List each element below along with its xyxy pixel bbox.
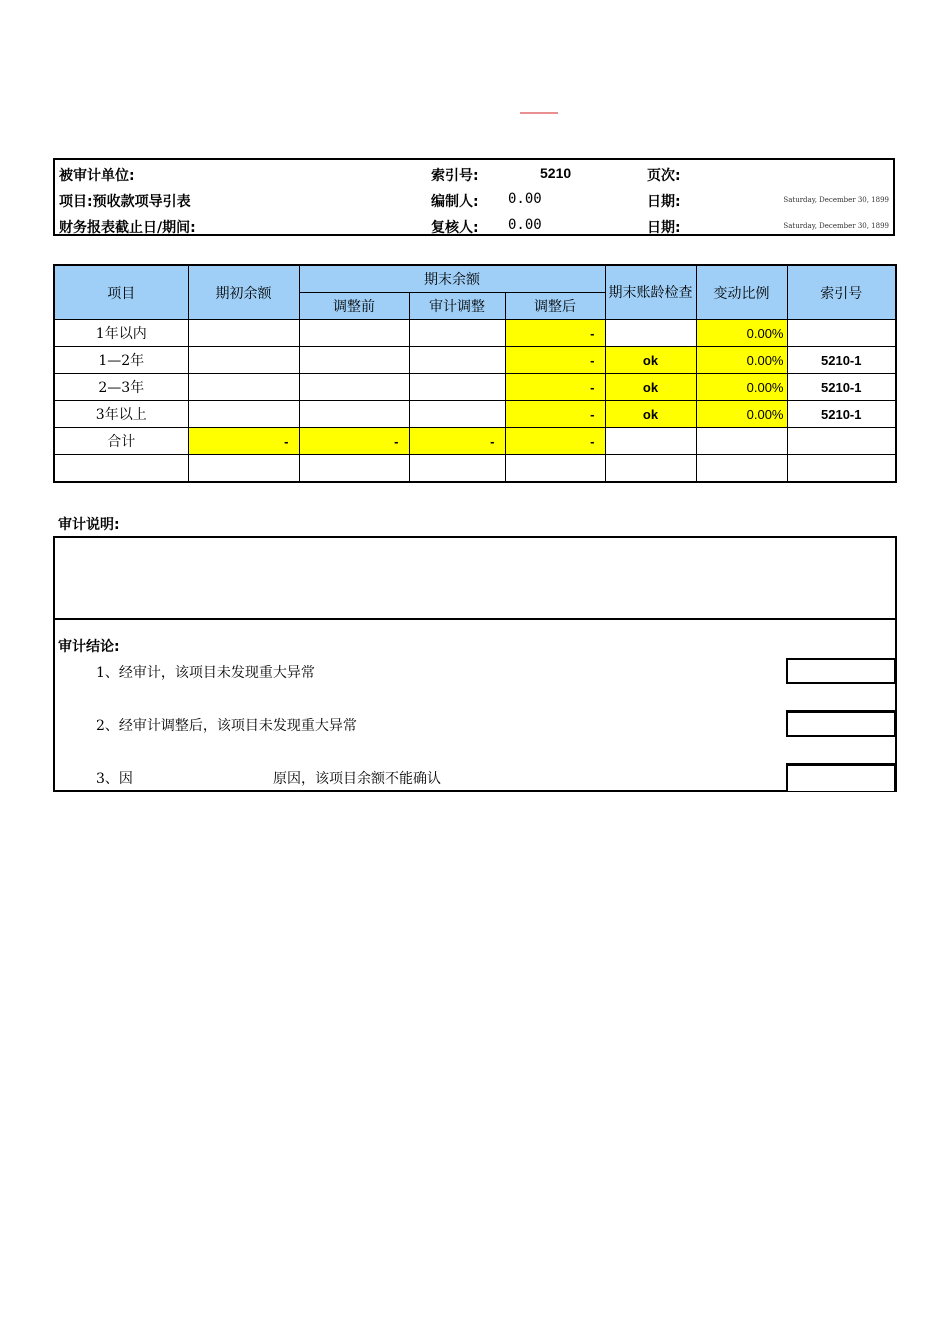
header-audit-adj: 审计调整 — [409, 293, 505, 320]
entity-label: 被审计单位: — [59, 168, 135, 184]
table-row — [54, 374, 896, 401]
cell[interactable] — [299, 374, 409, 401]
cell-check[interactable]: ok — [605, 347, 696, 374]
cell[interactable] — [696, 428, 787, 455]
cell-ratio[interactable]: 0.00% — [696, 347, 787, 374]
preparer-value: 0.00 — [508, 191, 542, 207]
conclusion-title: 审计结论: — [58, 639, 120, 655]
workpaper-header — [53, 158, 895, 236]
header-before-adj: 调整前 — [299, 293, 409, 320]
total-after[interactable]: - — [505, 428, 605, 455]
cell[interactable] — [188, 455, 299, 483]
row-item: 2—3年 — [54, 374, 188, 401]
conclusion-check-3[interactable] — [786, 764, 896, 791]
cell-index[interactable]: 5210-1 — [787, 374, 896, 401]
conclusion-option-1: 1、经审计，该项目未发现重大异常 — [96, 665, 315, 681]
cell[interactable] — [787, 455, 896, 483]
item-label-text: 项目: — [59, 194, 93, 210]
cell[interactable] — [409, 401, 505, 428]
cell[interactable] — [188, 374, 299, 401]
total-adj[interactable]: - — [409, 428, 505, 455]
row-item: 1年以内 — [54, 320, 188, 347]
index-label: 索引号: — [431, 168, 479, 184]
date-value-2: Saturday, December 30, 1899 — [783, 222, 889, 230]
cell[interactable] — [299, 347, 409, 374]
cell-index[interactable] — [787, 320, 896, 347]
cell[interactable] — [409, 320, 505, 347]
period-label: 财务报表截止日/期间: — [59, 220, 196, 236]
audit-note-title: 审计说明: — [58, 517, 120, 533]
cell[interactable] — [696, 455, 787, 483]
total-before[interactable]: - — [299, 428, 409, 455]
guide-table — [53, 264, 897, 483]
red-mark — [520, 112, 558, 114]
reviewer-label: 复核人: — [431, 220, 479, 236]
conclusion-check-2[interactable] — [786, 711, 896, 737]
cell-ratio[interactable]: 0.00% — [696, 374, 787, 401]
row-item: 1—2年 — [54, 347, 188, 374]
total-label: 合计 — [54, 428, 188, 455]
conclusion-box — [53, 619, 897, 792]
cell[interactable] — [188, 320, 299, 347]
reviewer-value: 0.00 — [508, 217, 542, 233]
cell[interactable] — [787, 428, 896, 455]
cell[interactable] — [54, 455, 188, 483]
header-opening: 期初余额 — [188, 265, 299, 320]
cell-ratio[interactable]: 0.00% — [696, 401, 787, 428]
empty-row — [54, 455, 896, 483]
header-aging-check: 期末账龄检查 — [605, 265, 696, 320]
date-value-1: Saturday, December 30, 1899 — [783, 196, 889, 204]
audit-note-box[interactable] — [53, 536, 897, 620]
index-value: 5210 — [540, 165, 572, 181]
cell-after[interactable]: - — [505, 320, 605, 347]
item-label — [59, 191, 191, 211]
item-value: 预收款项导引表 — [92, 194, 191, 210]
header-after-adj: 调整后 — [505, 293, 605, 320]
cell[interactable] — [188, 401, 299, 428]
conclusion-option-2: 2、经审计调整后，该项目未发现重大异常 — [96, 718, 357, 734]
cell-check[interactable]: ok — [605, 374, 696, 401]
date-label-1: 日期: — [647, 194, 681, 210]
cell[interactable] — [299, 455, 409, 483]
table-row — [54, 347, 896, 374]
date-label-2: 日期: — [647, 220, 681, 236]
cell-after[interactable]: - — [505, 374, 605, 401]
total-row — [54, 428, 896, 455]
cell[interactable] — [505, 455, 605, 483]
cell-after[interactable]: - — [505, 401, 605, 428]
cell[interactable] — [409, 374, 505, 401]
cell[interactable] — [605, 455, 696, 483]
cell-index[interactable]: 5210-1 — [787, 401, 896, 428]
header-index: 索引号 — [787, 265, 896, 320]
conclusion-check-1[interactable] — [786, 658, 896, 684]
table-row — [54, 401, 896, 428]
cell[interactable] — [299, 401, 409, 428]
row-item: 3年以上 — [54, 401, 188, 428]
page-label: 页次: — [647, 168, 681, 184]
cell-after[interactable]: - — [505, 347, 605, 374]
cell-check[interactable]: ok — [605, 401, 696, 428]
conclusion-option-3-prefix: 3、因 — [96, 771, 133, 787]
preparer-label: 编制人: — [431, 194, 479, 210]
total-opening[interactable]: - — [188, 428, 299, 455]
cell-ratio[interactable]: 0.00% — [696, 320, 787, 347]
cell[interactable] — [605, 428, 696, 455]
header-item: 项目 — [54, 265, 188, 320]
header-change-ratio: 变动比例 — [696, 265, 787, 320]
cell-check[interactable] — [605, 320, 696, 347]
cell[interactable] — [409, 347, 505, 374]
header-closing-group: 期末余额 — [299, 265, 605, 293]
cell[interactable] — [299, 320, 409, 347]
table-row — [54, 320, 896, 347]
conclusion-option-3-suffix: 原因，该项目余额不能确认 — [273, 771, 441, 787]
cell-index[interactable]: 5210-1 — [787, 347, 896, 374]
cell[interactable] — [409, 455, 505, 483]
cell[interactable] — [188, 347, 299, 374]
